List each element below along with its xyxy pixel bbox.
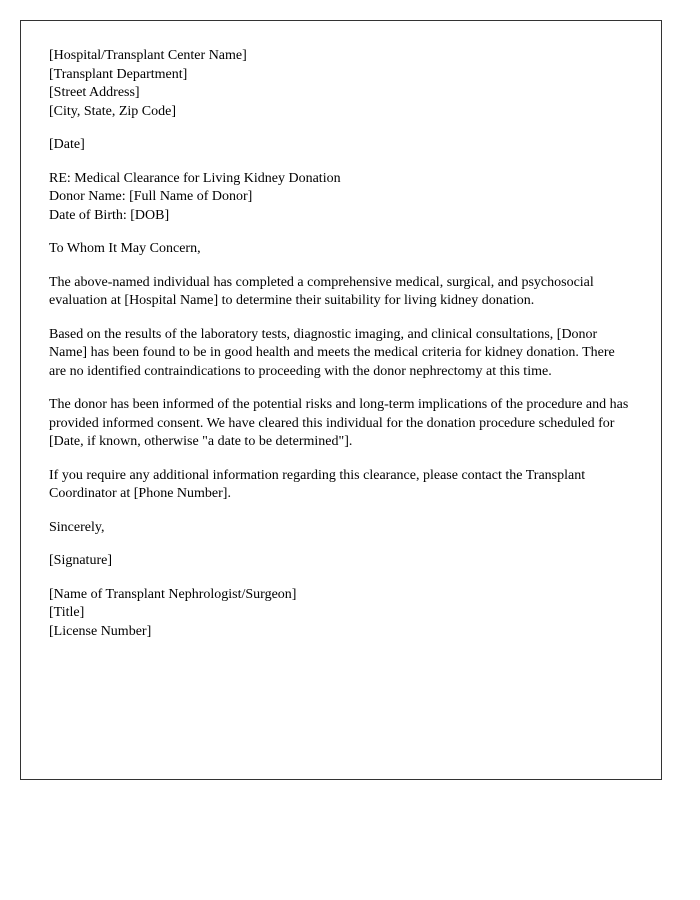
salutation-line: To Whom It May Concern, <box>49 241 201 256</box>
city-state-zip-line: [City, State, Zip Code] <box>49 103 177 119</box>
closing-line: Sincerely, <box>49 519 105 535</box>
signer-title-line: [Title] <box>49 605 85 620</box>
signer-license-line: [License Number] <box>49 623 152 639</box>
subject-block <box>49 170 633 226</box>
donor-name-line: Donor Name: [Full Name of Donor] <box>49 189 253 204</box>
signer-name-line: [Name of Transplant Nephrologist/Surgeon] <box>49 586 297 602</box>
street-address-line: [Street Address] <box>49 85 140 100</box>
body-paragraph-contact: If you require any additional information regarding this clearance, please contact the Transplant Coordinator at [Phone Number]. <box>49 467 586 501</box>
department-line: [Transplant Department] <box>49 66 188 82</box>
body-paragraph-consent: The donor has been informed of the potential risks and long-term implications of the procedure and has provided informed consent. We have cleared this individual for the donation procedure scheduled for [Date, if known, otherwise "a date to be determined"]. <box>49 397 629 449</box>
body-paragraph-results: Based on the results of the laboratory tests, diagnostic imaging, and clinical consultations, [Donor Name] has been found to be in good health and meets the medical criteria for kidney donation. There are no identified contraindications to proceeding with the donor nephrectomy at this time. <box>49 326 615 379</box>
sender-address-block <box>49 47 633 121</box>
date-of-birth-line: Date of Birth: [DOB] <box>49 207 170 223</box>
signature-placeholder: [Signature] <box>49 553 112 568</box>
letter-document <box>20 20 662 780</box>
signer-block <box>49 586 633 642</box>
date-line: [Date] <box>49 137 85 152</box>
hospital-name-line: [Hospital/Transplant Center Name] <box>49 48 247 63</box>
re-subject-line: RE: Medical Clearance for Living Kidney Donation <box>49 170 341 186</box>
body-paragraph-evaluation: The above-named individual has completed a comprehensive medical, surgical, and psychosocial evaluation at [Hospital Name] to determine their suitability for living kidney donation. <box>49 274 594 308</box>
